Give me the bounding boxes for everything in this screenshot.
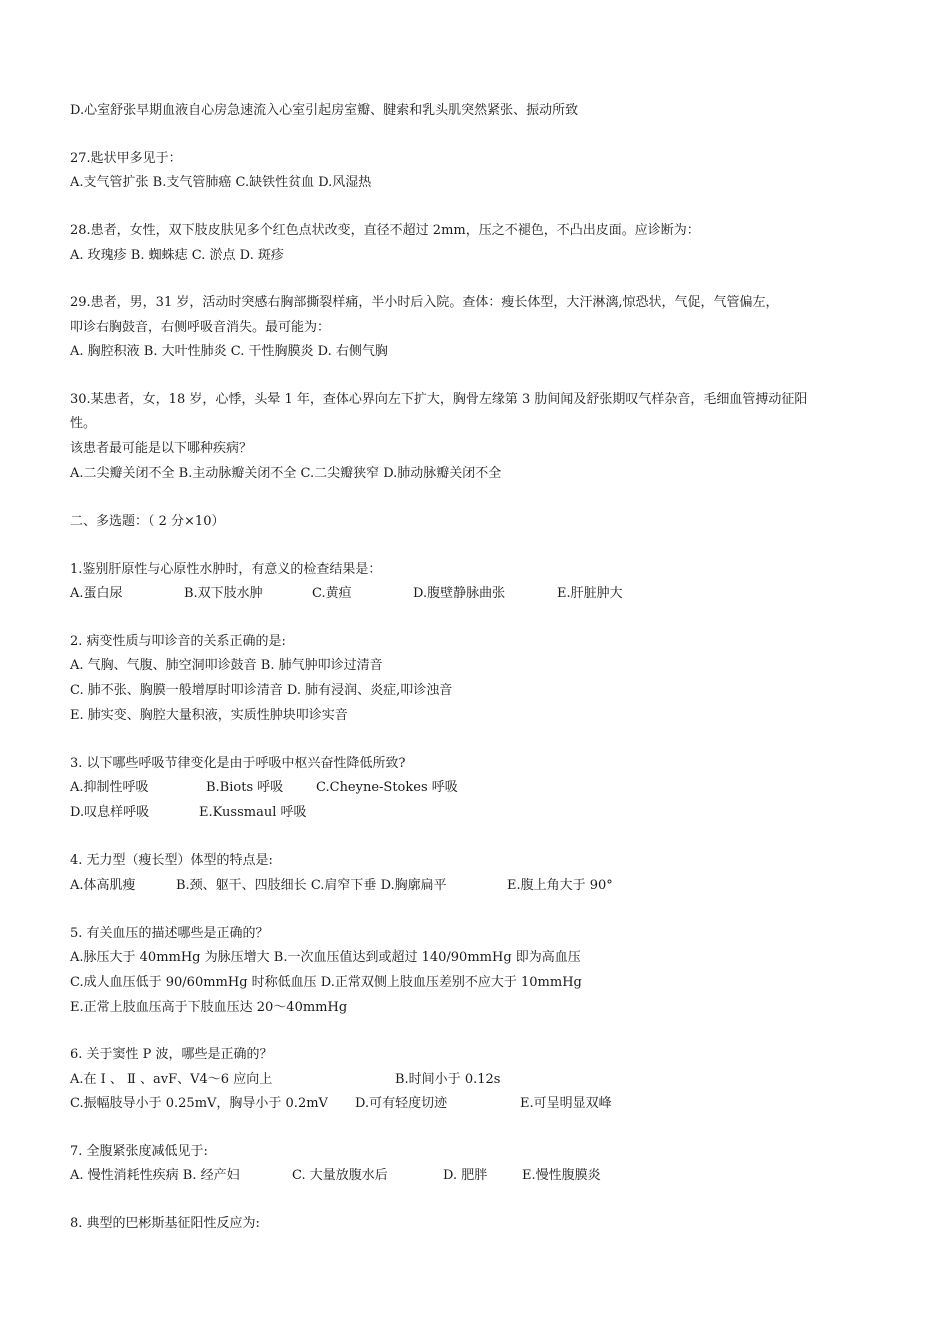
- mq7-options: [70, 1167, 601, 1185]
- q29-stem-line2: 叩诊右胸鼓音，右侧呼吸音消失。最可能为：: [70, 320, 331, 335]
- mq3-option-b: B.Biots 呼吸: [206, 780, 284, 795]
- mq3-options-de: [70, 804, 307, 822]
- mq7-stem: 7. 全腹紧张度减低见于:: [70, 1144, 208, 1159]
- mq3-stem: 3. 以下哪些呼吸节律变化是由于呼吸中枢兴奋性降低所致?: [70, 756, 406, 771]
- mq5-option-e: E.正常上肢血压高于下肢血压达 20～40mmHg: [70, 1000, 348, 1015]
- mq3-option-a: A.抑制性呼吸: [70, 780, 149, 795]
- mq6-stem: 6. 关于窦性 P 波，哪些是正确的？: [70, 1047, 273, 1062]
- q27-stem: 27.匙状甲多见于：: [70, 151, 182, 166]
- mq6-option-c: C.振幅肢导小于 0.25mV，胸导小于 0.2mV: [70, 1096, 328, 1111]
- q27-options: A.支气管扩张 B.支气管肺癌 C.缺铁性贫血 D.风湿热: [70, 175, 372, 190]
- q30-stem-line3: 该患者最可能是以下哪种疾病？: [70, 441, 253, 456]
- mq2-option-e: E. 肺实变、胸腔大量积液，实质性肿块叩诊实音: [70, 708, 348, 723]
- mq3-option-d: D.叹息样呼吸: [70, 805, 150, 820]
- mq4-option-e: E.腹上角大于 90°: [507, 878, 613, 893]
- mq6-option-d: D.可有轻度切迹: [355, 1096, 448, 1111]
- mq6-options-ab: [70, 1071, 500, 1089]
- mq3-option-c: C.Cheyne-Stokes 呼吸: [316, 780, 458, 795]
- mq8-stem: 8. 典型的巴彬斯基征阳性反应为:: [70, 1216, 260, 1231]
- mq2-options-ab: A. 气胸、气腹、肺空洞叩诊鼓音 B. 肺气肿叩诊过清音: [70, 658, 383, 673]
- mq4-options-bcd: B.颈、躯干、四肢细长 C.肩窄下垂 D.胸廓扁平: [176, 878, 447, 893]
- mq5-stem: 5. 有关血压的描述哪些是正确的？: [70, 926, 269, 941]
- mq2-stem: 2. 病变性质与叩诊音的关系正确的是:: [70, 634, 286, 649]
- mq2-options-cd: C. 肺不张、胸膜一般增厚时叩诊清音 D. 肺有浸润、炎症,叩诊浊音: [70, 683, 453, 698]
- mq6-option-a: A.在 Ⅰ 、 Ⅱ 、avF、V4～6 应向上: [70, 1072, 273, 1087]
- mq3-options-abc: [70, 779, 458, 797]
- mq1-option-e: E.肝脏肿大: [557, 586, 623, 601]
- q30-options: A.二尖瓣关闭不全 B.主动脉瓣关闭不全 C.二尖瓣狭窄 D.肺动脉瓣关闭不全: [70, 466, 502, 481]
- mq7-option-d: D. 肥胖: [443, 1168, 488, 1183]
- mq7-option-e: E.慢性腹膜炎: [522, 1168, 601, 1183]
- q29-options: A. 胸腔积液 B. 大叶性肺炎 C. 干性胸膜炎 D. 右侧气胸: [70, 344, 388, 359]
- mq6-option-e: E.可呈明显双峰: [520, 1096, 612, 1111]
- mq4-options: [70, 877, 613, 895]
- mq1-stem: 1.鉴别肝原性与心原性水肿时，有意义的检查结果是：: [70, 562, 382, 577]
- q30-stem-line2: 性。: [70, 416, 97, 431]
- mq7-options-ab: A. 慢性消耗性疾病 B. 经产妇: [70, 1168, 240, 1183]
- q29-stem-line1: 29.患者，男，31 岁，活动时突感右胸部撕裂样痛，半小时后入院。查体：瘦长体型，大汗淋漓,惊恐状，气促，气管偏左，: [70, 295, 779, 310]
- q28-stem: 28.患者，女性，双下肢皮肤见多个红色点状改变，直径不超过 2mm，压之不褪色，不凸出皮面。应诊断为：: [70, 223, 700, 238]
- mq7-option-c: C. 大量放腹水后: [292, 1168, 388, 1183]
- mq5-options-cd: C.成人血压低于 90/60mmHg 时称低血压 D.正常双侧上肢血压差别不应大于 10mmHg: [70, 975, 582, 990]
- mq6-options-cde: [70, 1095, 612, 1113]
- mq1-option-d: D.腹壁静脉曲张: [413, 586, 506, 601]
- q30-stem-line1: 30.某患者，女，18 岁，心悸，头晕 1 年，查体心界向左下扩大，胸骨左缘第 3 肋间闻及舒张期叹气样杂音，毛细血管搏动征阳: [70, 392, 808, 407]
- mq1-option-a: A.蛋白尿: [70, 586, 123, 601]
- mq1-option-c: C.黄疸: [312, 586, 352, 601]
- q26-option-d: D.心室舒张早期血液自心房急速流入心室引起房室瓣、腱索和乳头肌突然紧张、振动所致: [70, 103, 579, 118]
- mq1-options: [70, 585, 623, 603]
- mq1-option-b: B.双下肢水肿: [184, 586, 263, 601]
- mq5-options-ab: A.脉压大于 40mmHg 为脉压增大 B.一次血压值达到或超过 140/90mmHg 即为高血压: [70, 950, 581, 965]
- mq3-option-e: E.Kussmaul 呼吸: [199, 805, 307, 820]
- mq6-option-b: B.时间小于 0.12s: [395, 1072, 501, 1087]
- section-title-multi-choice: 二、多选题：（ 2 分×10）: [70, 514, 225, 529]
- mq4-option-a: A.体高肌瘦: [70, 878, 136, 893]
- q28-options: A. 玫瑰疹 B. 蜘蛛痣 C. 淤点 D. 斑疹: [70, 248, 284, 263]
- mq4-stem: 4. 无力型（瘦长型）体型的特点是:: [70, 853, 273, 868]
